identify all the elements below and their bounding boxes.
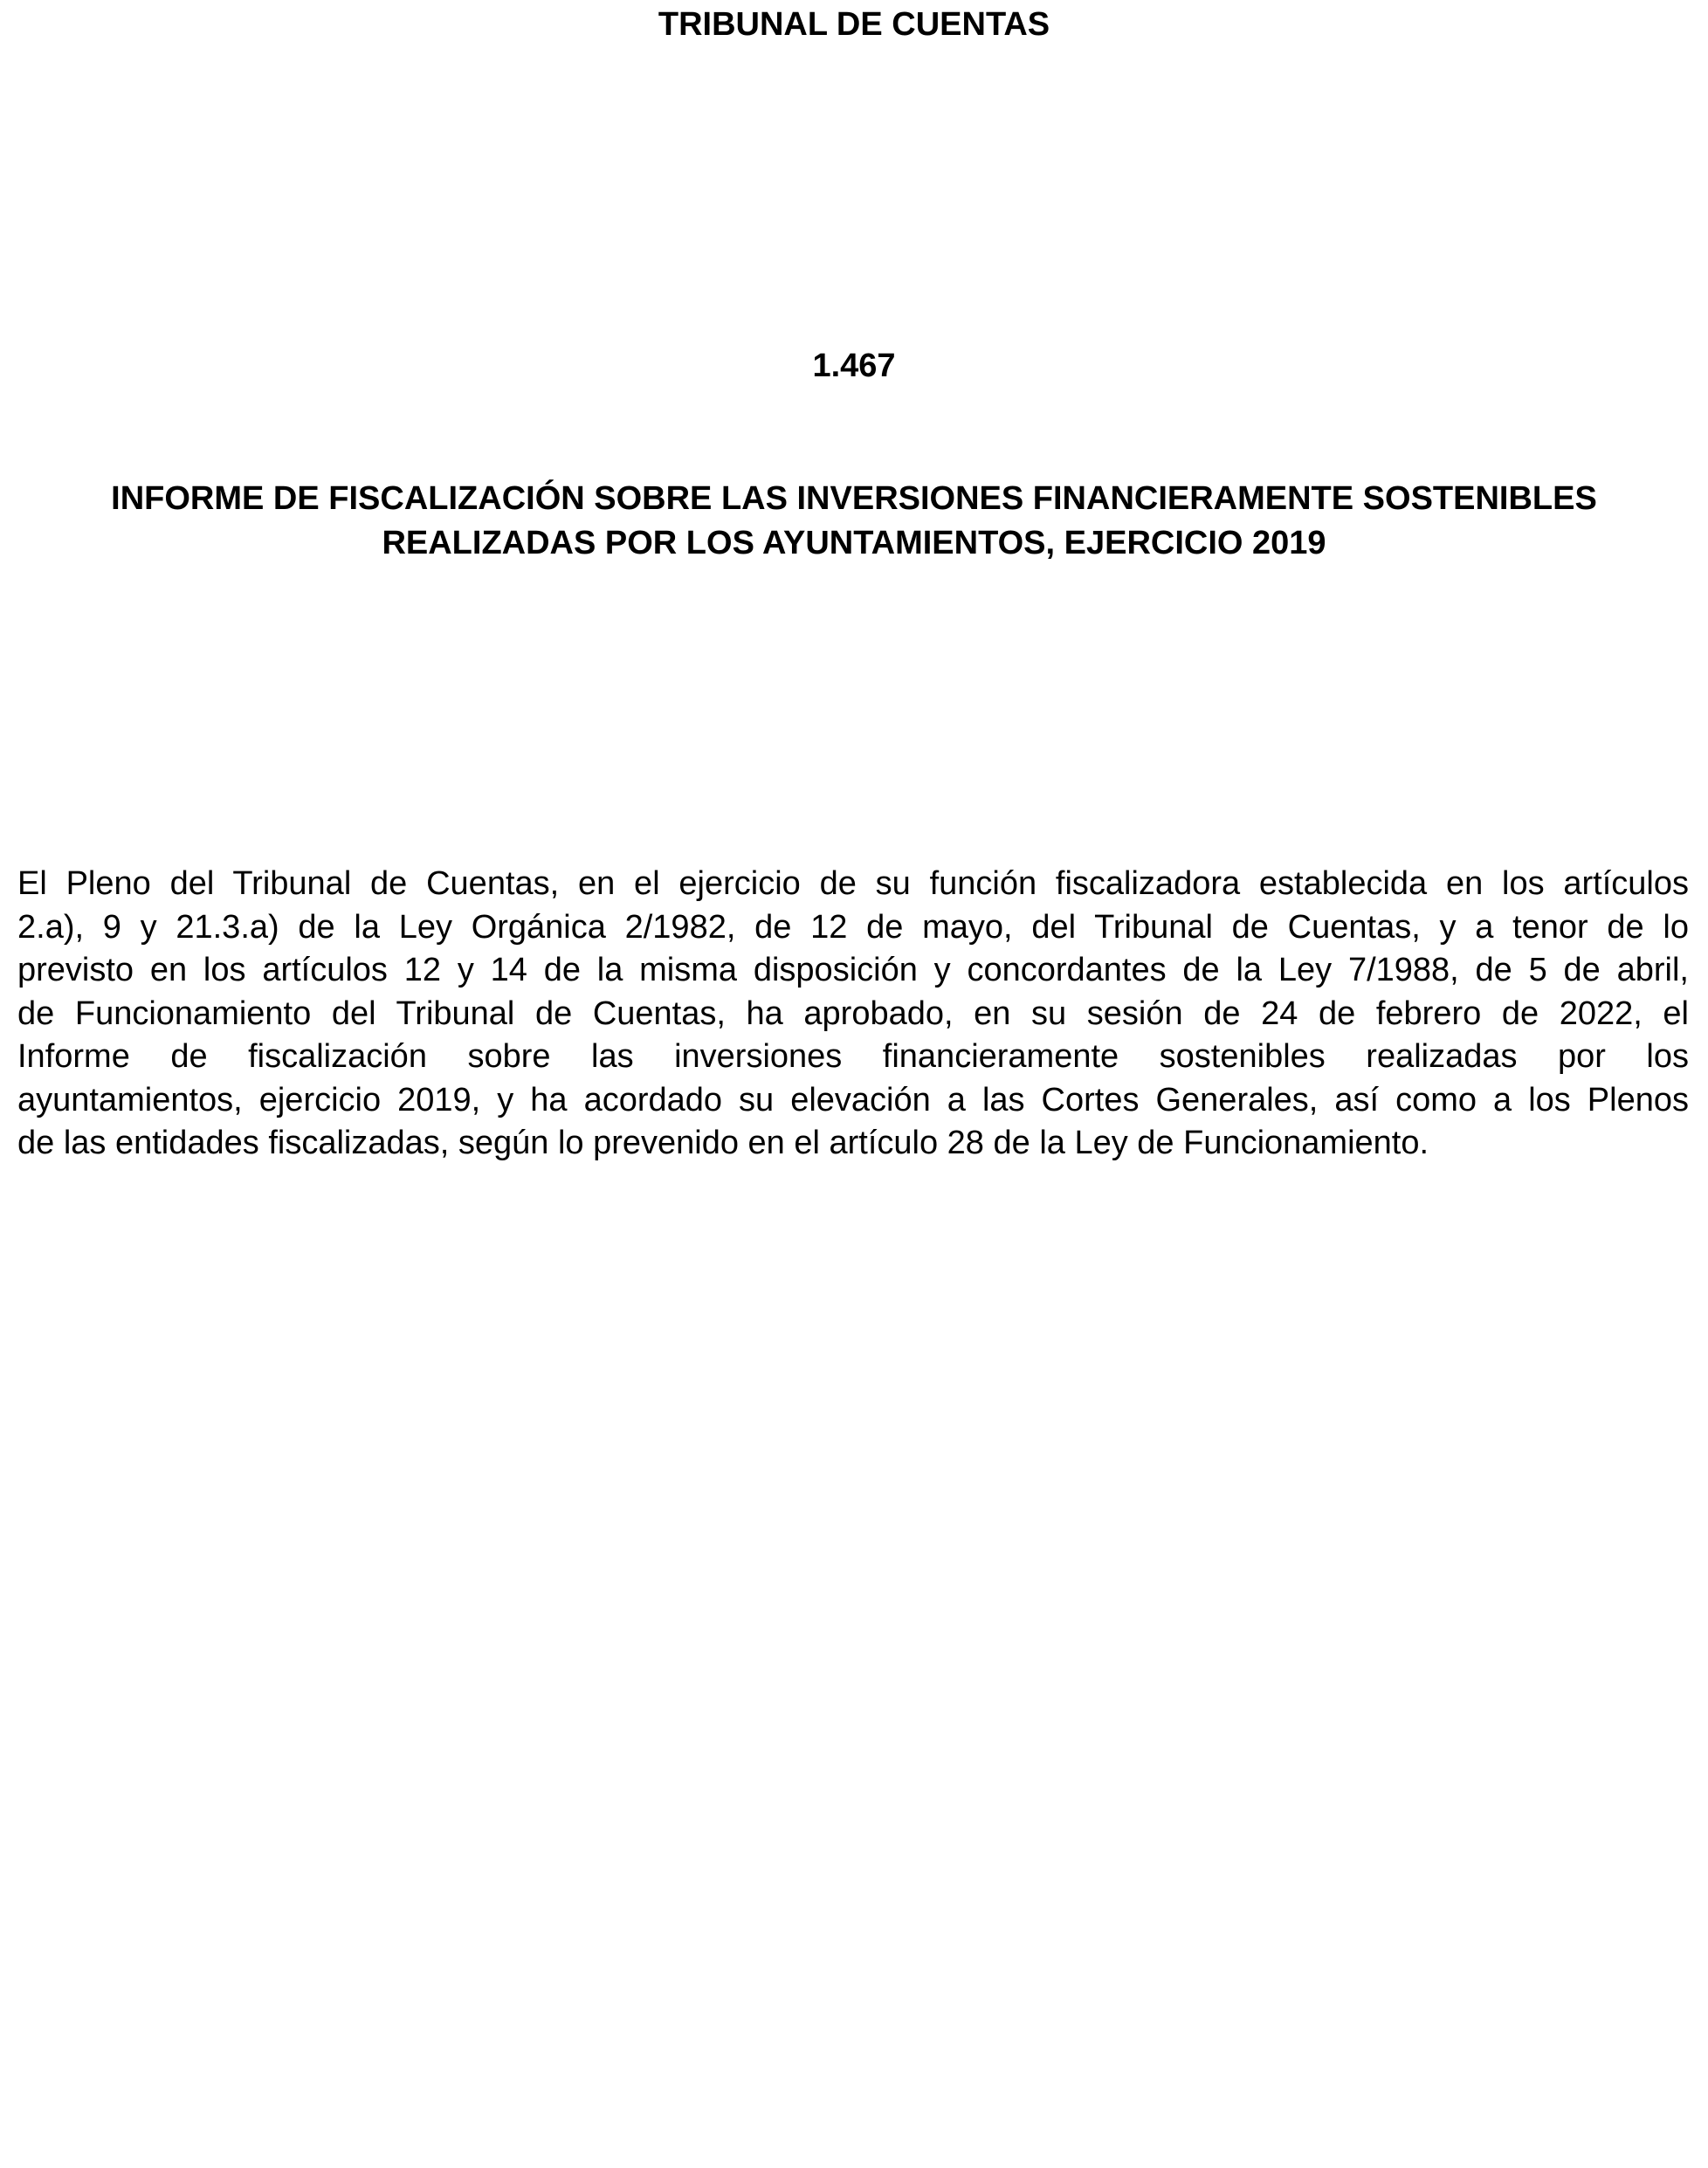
body-line: 2.a), 9 y 21.3.a) de la Ley Orgánica 2/1982, de 12 de mayo, del Tribunal de Cuentas, y a tenor de lo	[17, 908, 1689, 946]
body-line: de Funcionamiento del Tribunal de Cuentas, ha aprobado, en su sesión de 24 de febrero de 2022, el	[17, 995, 1689, 1032]
report-title-line: REALIZADAS POR LOS AYUNTAMIENTOS, EJERCICIO 2019	[382, 525, 1326, 561]
body-paragraph	[17, 863, 1689, 1166]
document-header: TRIBUNAL DE CUENTAS	[658, 6, 1050, 43]
body-line: El Pleno del Tribunal de Cuentas, en el ejercicio de su función fiscalizadora establecida en los artículos	[17, 865, 1689, 902]
body-line: previsto en los artículos 12 y 14 de la misma disposición y concordantes de la Ley 7/1988, de 5 de abril,	[17, 952, 1689, 988]
report-number: 1.467	[812, 348, 896, 384]
body-line: de las entidades fiscalizadas, según lo prevenido en el artículo 28 de la Ley de Funcionamiento.	[17, 1125, 1429, 1161]
body-line: ayuntamientos, ejercicio 2019, y ha acordado su elevación a las Cortes Generales, así como a los Plenos	[17, 1081, 1689, 1118]
report-title-line: INFORME DE FISCALIZACIÓN SOBRE LAS INVERSIONES FINANCIERAMENTE SOSTENIBLES	[111, 480, 1597, 517]
body-line: Informe de fiscalización sobre las inversiones financieramente sostenibles realizadas por los	[17, 1038, 1689, 1075]
report-title	[26, 477, 1682, 566]
